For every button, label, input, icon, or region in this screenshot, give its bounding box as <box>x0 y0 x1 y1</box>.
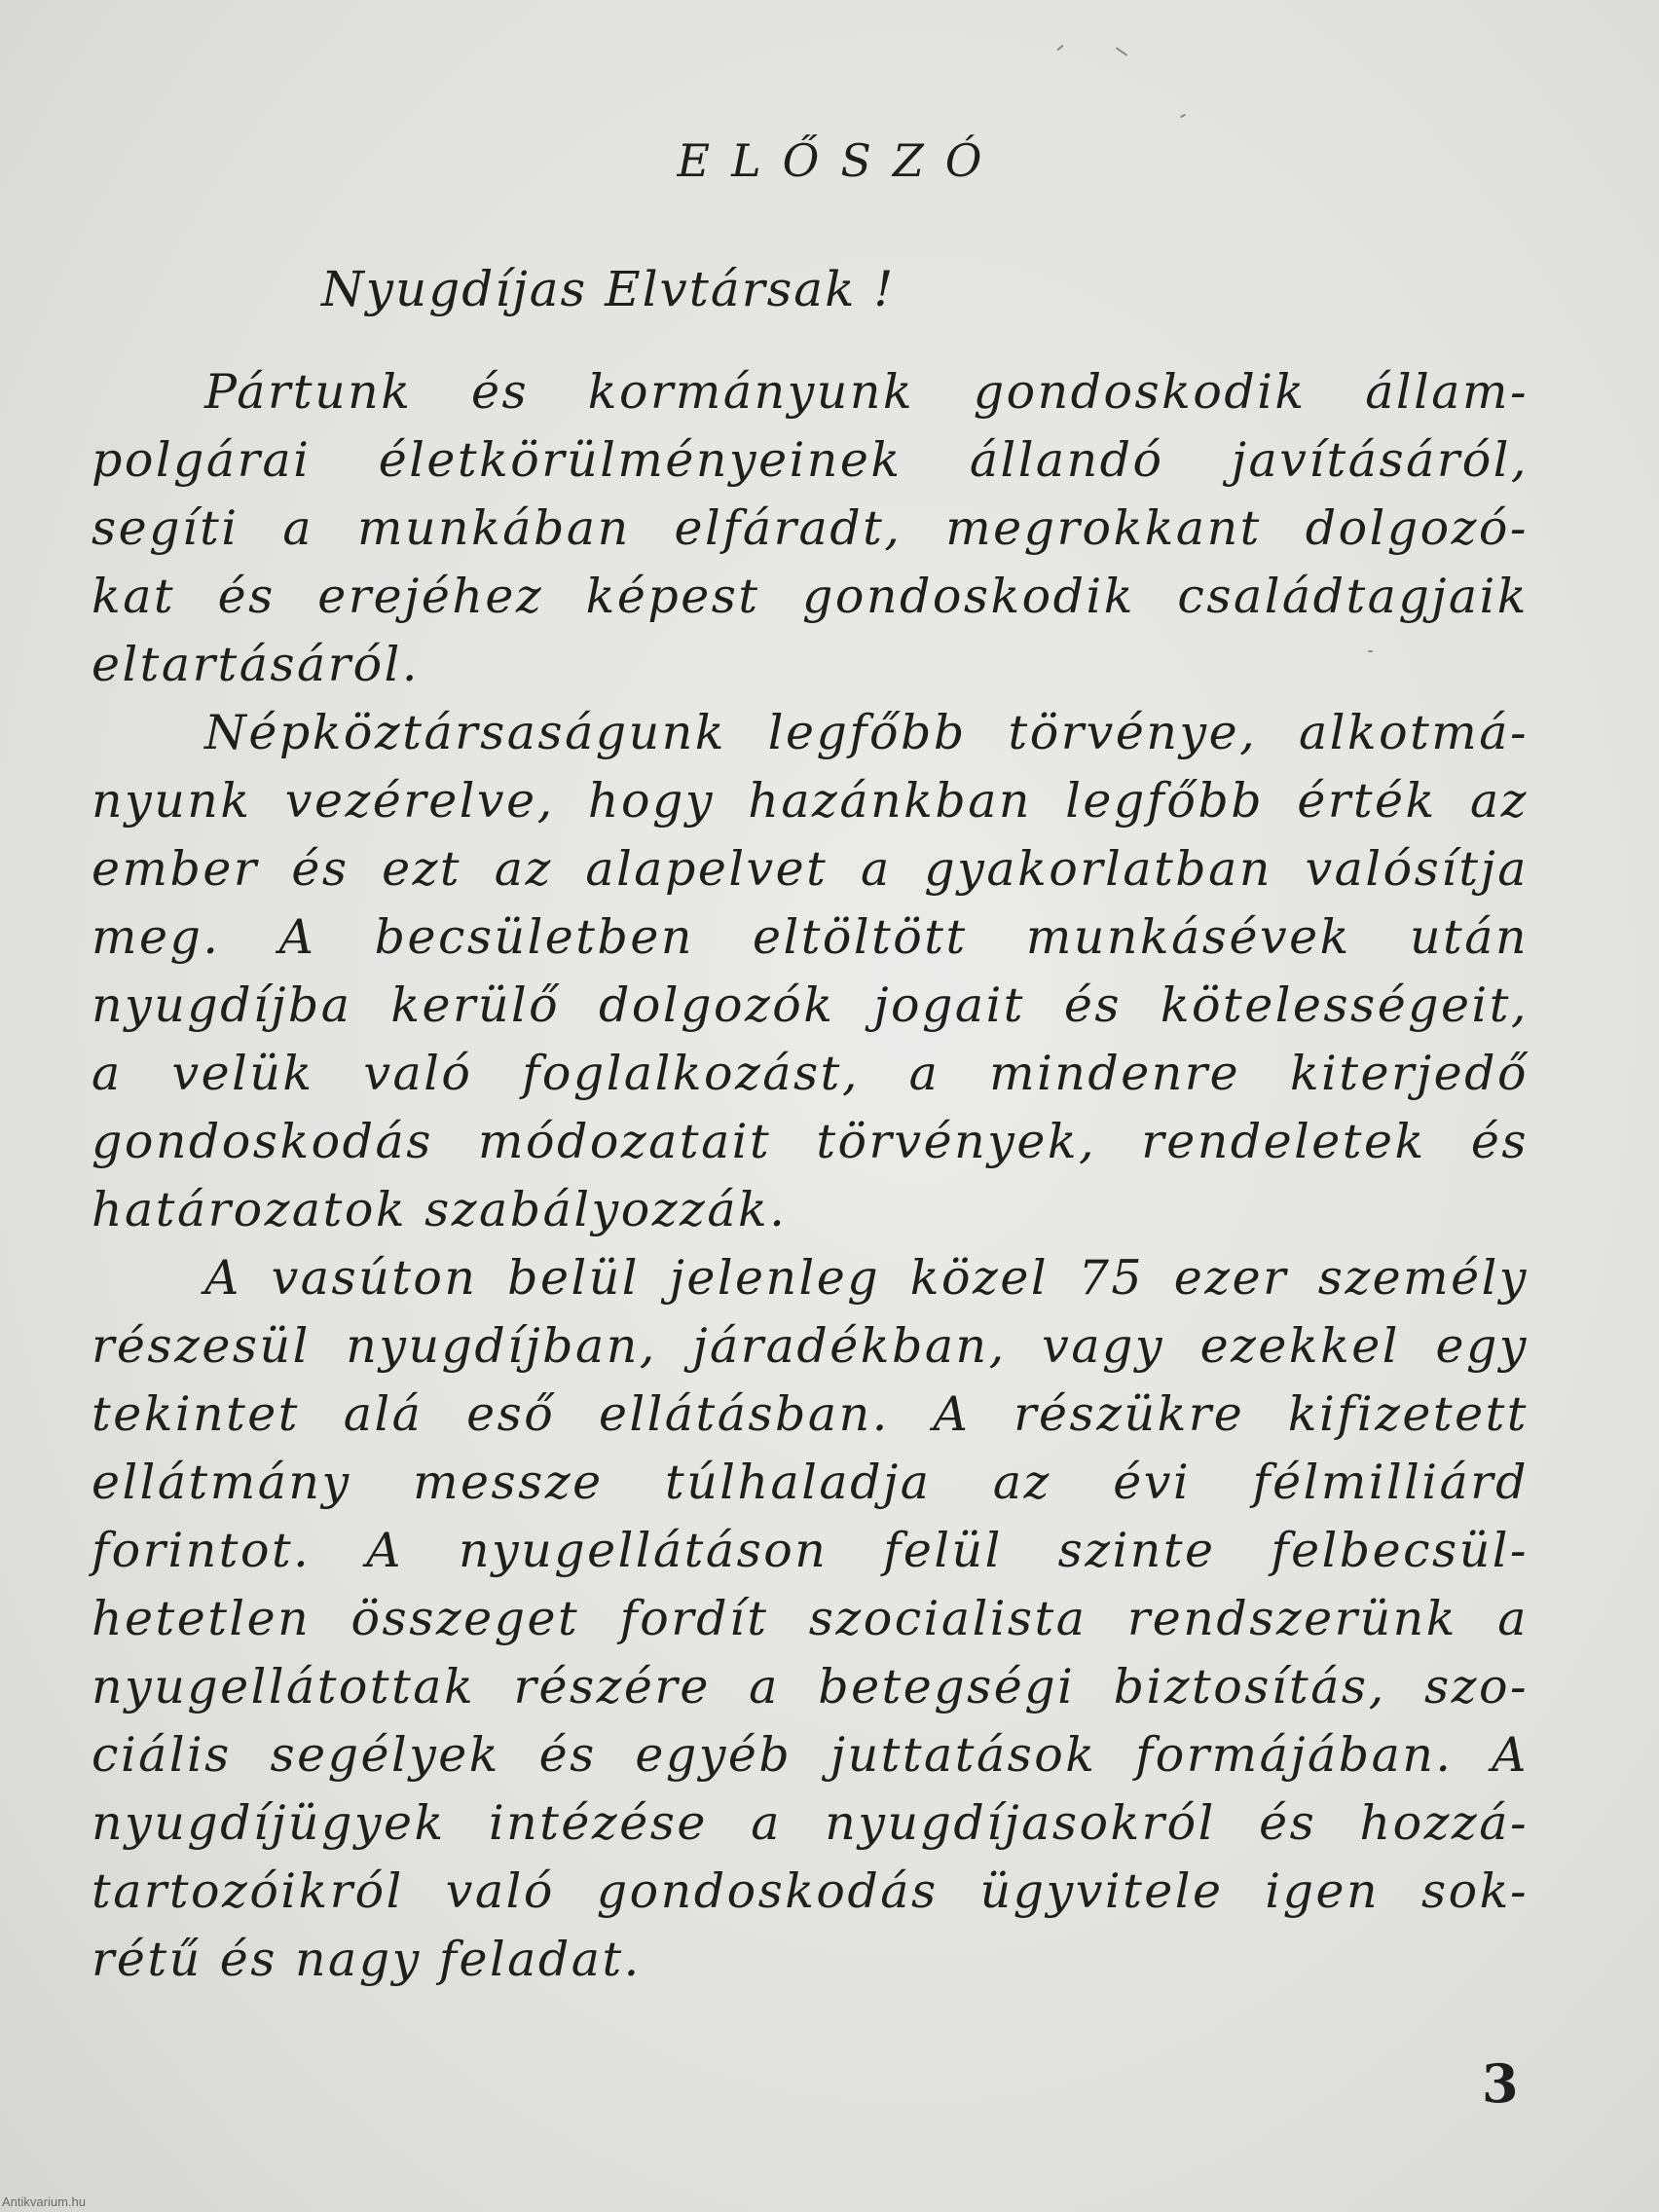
body-text <box>92 358 1529 1994</box>
text-line: kat és erejéhez képest gondoskodik családtagjaik <box>92 569 1529 624</box>
text-line: rétű és nagy feladat. <box>92 1932 642 1987</box>
dust-speck <box>1056 45 1063 52</box>
text-line: nyunk vezérelve, hogy hazánkban legfőbb érték az <box>92 773 1529 829</box>
text-line: tekintet alá eső ellátásban. A részükre kifizetett <box>92 1386 1529 1442</box>
text-line: segíti a munkában elfáradt, megrokkant dolgozó- <box>92 500 1529 556</box>
dust-speck <box>1180 114 1186 119</box>
text-line: nyugdíjba kerülő dolgozók jogait és kötelességeit, <box>92 977 1529 1033</box>
text-line: forintot. A nyugellátáson felül szinte felbecsül- <box>92 1523 1529 1578</box>
page-number: 3 <box>1482 2052 1519 2115</box>
text-line: a velük való foglalkozást, a mindenre kiterjedő <box>92 1046 1529 1101</box>
text-line: A vasúton belül jelenleg közel 75 ezer személy <box>204 1250 1529 1306</box>
text-line: nyugdíjügyek intézése a nyugdíjasokról és hozzá- <box>92 1795 1529 1851</box>
text-line: nyugellátottak részére a betegségi biztosítás, szo- <box>92 1659 1529 1714</box>
page-title: ELŐSZÓ <box>677 134 1004 187</box>
text-line: meg. A becsületben eltöltött munkásévek után <box>92 909 1529 965</box>
text-line: Pártunk és kormányunk gondoskodik állam- <box>204 364 1529 420</box>
text-line: gondoskodás módozatait törvények, rendeletek és <box>92 1114 1529 1169</box>
salutation: Nyugdíjas Elvtársak ! <box>321 261 896 317</box>
text-line: hetetlen összeget fordít szocialista rendszerünk a <box>92 1591 1529 1646</box>
text-line: Népköztársaságunk legfőbb törvénye, alkotmá- <box>204 705 1529 760</box>
text-line: polgárai életkörülményeinek állandó javításáról, <box>92 432 1529 488</box>
dust-speck <box>1116 47 1128 56</box>
text-line: határozatok szabályozzák. <box>92 1182 788 1237</box>
text-line: ember és ezt az alapelvet a gyakorlatban valósítja <box>92 841 1529 897</box>
text-line: részesül nyugdíjban, járadékban, vagy ezekkel egy <box>92 1318 1529 1374</box>
text-line: eltartásáról. <box>92 637 420 692</box>
text-line: tartozóikról való gondoskodás ügyvitele igen sok- <box>92 1863 1529 1919</box>
text-line: ciális segélyek és egyéb juttatások formájában. A <box>92 1727 1529 1783</box>
text-line: ellátmány messze túlhaladja az évi félmilliárd <box>92 1455 1529 1510</box>
watermark: Antikvarium.hu <box>2 2194 86 2209</box>
